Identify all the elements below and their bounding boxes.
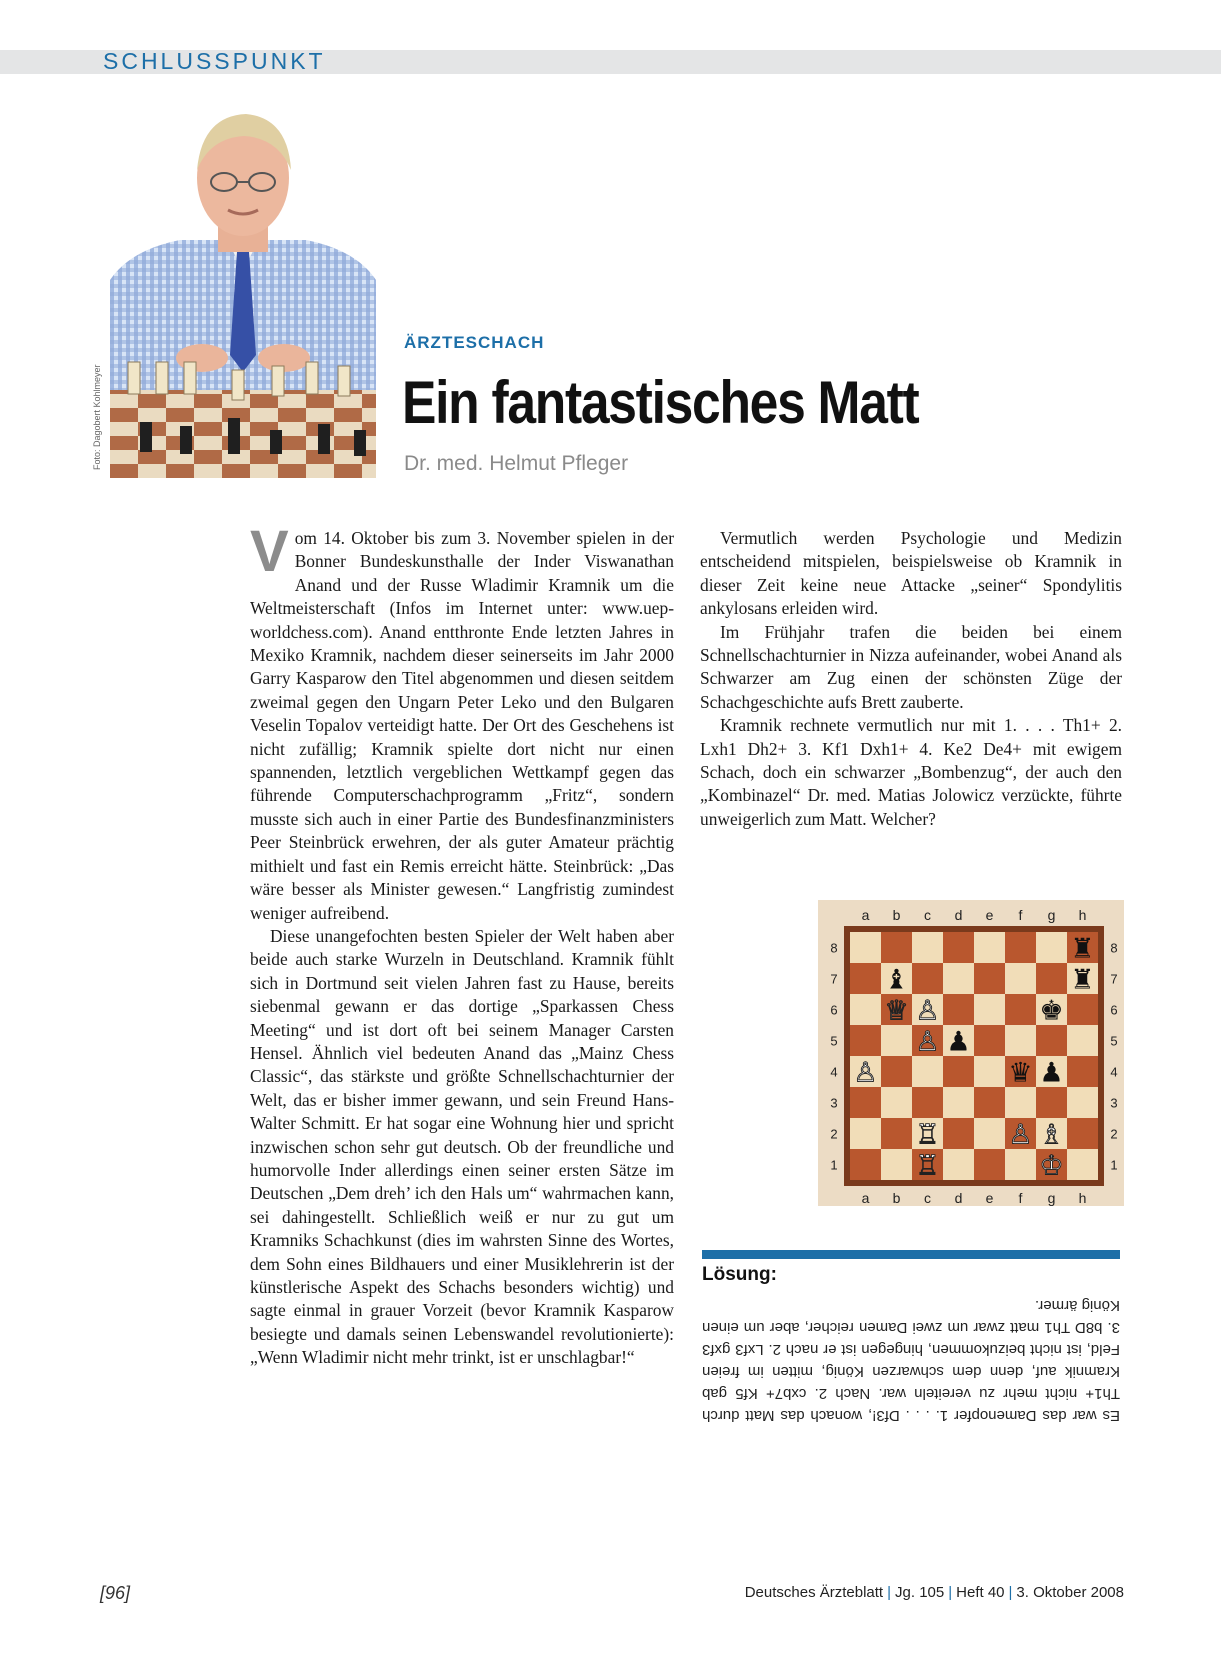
chess-piece: ♖: [915, 1119, 940, 1151]
board-square: [1036, 1087, 1067, 1118]
board-square: [1005, 994, 1036, 1025]
chess-piece: ♛: [1008, 1057, 1033, 1089]
author-photo-illustration: [110, 100, 376, 478]
rank-label: 3: [830, 1095, 838, 1111]
rank-label: 8: [1110, 940, 1118, 956]
board-square: [1005, 1025, 1036, 1056]
solution-label: Lösung:: [702, 1264, 777, 1285]
chess-piece: ♕: [884, 995, 909, 1027]
board-square: [912, 1056, 943, 1087]
board-square: [974, 1087, 1005, 1118]
chess-board: [818, 900, 1124, 1206]
author-photo: [110, 100, 376, 478]
board-square: [881, 1025, 912, 1056]
board-square: [850, 1149, 881, 1180]
journal-volume: Jg. 105: [895, 1584, 945, 1601]
board-square: [1067, 1087, 1098, 1118]
board-square: [912, 1087, 943, 1118]
file-label: h: [1078, 907, 1087, 923]
chess-diagram: [818, 900, 1124, 1206]
chess-piece: ♟: [946, 1026, 971, 1058]
file-label: f: [1018, 907, 1023, 923]
file-label: e: [985, 907, 994, 923]
board-square: [1005, 932, 1036, 963]
article-paragraph: Diese unangefochten besten Spieler der Welt haben aber beide auch starke Wurzeln in Deutschland. Kramnik fühlt sich in Dortmund seit vielen Jahren fast zu Hause, bereits siebenmal gewann er das dortige „Sparkassen Chess Meeting“ und ist dort oft bei seinem Manager Carsten Hensel. Ähnlich viel bedeuten Anand das „Mainz Chess Classic“, das stärkste und größte Schnellschachturnier der Welt, das er bisher immer gewann, und sein Freund Hans-Walter Schmitt. Er hat sogar eine Wohnung hier und spricht inzwischen schon sehr gut deutsch. Ob der freundliche und humorvolle Inder allerdings einen seiner ersten Sätze im Deutschen „Dem dreh’ ich den Hals um“ wahrmachen kann, sei dahingestellt. Schließlich weiß er nur zu gut um Kramniks Schachkunst (dies im wahrsten Sinne des Wortes, dem Sohn eines Bildhauers und einer Musiklehrerin ist der künstlerische Aspekt des Schachs besonders wichtig) und sagte einmal in grauer Vorzeit (bevor Kramnik Kasparow besiegte und damals seinen Lebenswandel revolutionierte): „Wenn Wladimir nicht mehr trinkt, ist er unschlagbar!“: [250, 925, 674, 1368]
board-square: [943, 1118, 974, 1149]
rank-label: 2: [830, 1126, 838, 1142]
board-square: [1036, 932, 1067, 963]
board-square: [850, 994, 881, 1025]
rank-label: 6: [1110, 1002, 1118, 1018]
footer-separator: |: [887, 1584, 892, 1601]
chess-piece: ♙: [915, 1026, 940, 1058]
board-square: [974, 932, 1005, 963]
rank-label: 2: [1110, 1126, 1118, 1142]
file-label: c: [924, 1190, 931, 1206]
board-square: [974, 1025, 1005, 1056]
article-paragraph: Kramnik rechnete vermutlich nur mit 1. . . . Th1+ 2. Lxh1 Dh2+ 3. Kf1 Dxh1+ 4. Ke2 De4+ mit ewigem Schach, doch ein schwarzer „Bombenzug“, der auch den „Kombinazel“ Dr. med. Matias Jolowicz verzückte, führte unweigerlich zum Matt. Welcher?: [700, 715, 1122, 829]
article-paragraph: [250, 519, 674, 925]
board-square: [1036, 963, 1067, 994]
board-square: [1005, 1149, 1036, 1180]
rank-label: 4: [1110, 1064, 1118, 1080]
board-square: [1005, 1087, 1036, 1118]
rank-label: 5: [830, 1033, 838, 1049]
footer-separator: |: [948, 1584, 953, 1601]
chess-piece: ♜: [1070, 933, 1095, 965]
journal-name: Deutsches Ärzteblatt: [744, 1584, 884, 1601]
chess-piece: ♚: [1039, 995, 1064, 1027]
file-label: h: [1078, 1190, 1087, 1206]
rank-label: 5: [1110, 1033, 1118, 1049]
board-square: [881, 1149, 912, 1180]
board-square: [850, 1118, 881, 1149]
board-square: [881, 1056, 912, 1087]
board-square: [1067, 1149, 1098, 1180]
solution-text-upside-down: Es war das Damenopfer 1. . . . Df3!, wonach das Matt durch Th1+ nicht mehr zu vereiteln war. Nach 2. cxb7+ Kf5 gab Kramnik auf, denn dem schwarzen König, mitten im freien Feld, ist nicht beizukommen, hingegen ist er nach 2. Lxf3 gxf3 3. b8D Th1 matt zwar um zwei Damen reicher, aber um einen König ärmer.: [702, 1297, 1120, 1424]
chess-piece: ♗: [1039, 1119, 1064, 1151]
board-square: [974, 1149, 1005, 1180]
chess-piece: ♟: [1039, 1057, 1064, 1089]
board-square: [850, 963, 881, 994]
chess-piece: ♔: [1039, 1150, 1064, 1182]
solution-bar: [702, 1250, 1120, 1259]
photo-credit: Foto: Dagobert Kohlmeyer: [92, 364, 102, 470]
article-title: Ein fantastisches Matt: [402, 369, 919, 436]
board-square: [1067, 1056, 1098, 1087]
board-square: [974, 994, 1005, 1025]
board-square: [1067, 1118, 1098, 1149]
article-author: Dr. med. Helmut Pfleger: [404, 452, 629, 475]
page-number: [96]: [100, 1583, 131, 1603]
rank-label: 1: [830, 1157, 838, 1173]
board-square: [974, 963, 1005, 994]
article-paragraph: Vermutlich werden Psychologie und Medizin entscheidend mitspielen, beispielsweise ob Kramnik in dieser Zeit keine neue Attacke „seiner“ Spondylitis ankylosans erleiden wird.: [700, 528, 1122, 619]
board-square: [943, 1149, 974, 1180]
drop-cap: V: [250, 519, 289, 584]
board-square: [912, 932, 943, 963]
footer-separator: |: [1008, 1584, 1013, 1601]
board-square: [1067, 994, 1098, 1025]
board-square: [943, 994, 974, 1025]
board-square: [850, 1087, 881, 1118]
board-square: [850, 1025, 881, 1056]
board-square: [974, 1118, 1005, 1149]
board-square: [1005, 963, 1036, 994]
file-label: a: [861, 1190, 870, 1206]
file-label: a: [861, 907, 870, 923]
journal-issue: Heft 40: [956, 1584, 1005, 1601]
article-kicker: ÄRZTESCHACH: [404, 333, 545, 352]
article-column-left: [250, 519, 674, 1370]
journal-date: 3. Oktober 2008: [1016, 1584, 1124, 1601]
file-label: g: [1047, 1190, 1056, 1206]
article-column-right: [700, 527, 1122, 831]
rank-label: 6: [830, 1002, 838, 1018]
rank-label: 8: [830, 940, 838, 956]
rank-label: 4: [830, 1064, 838, 1080]
file-label: d: [954, 1190, 963, 1206]
board-square: [850, 932, 881, 963]
rank-label: 7: [830, 971, 838, 987]
file-label: b: [892, 907, 901, 923]
board-square: [881, 1118, 912, 1149]
article-paragraph: Im Frühjahr trafen die beiden bei einem Schnellschachturnier in Nizza aufeinander, wobei Anand als Schwarzer am Zug einen der schönsten Züge der Schachgeschichte aufs Brett zauberte.: [700, 621, 1122, 712]
chess-piece: ♙: [853, 1057, 878, 1089]
board-square: [943, 1087, 974, 1118]
board-square: [1067, 1025, 1098, 1056]
board-square: [974, 1056, 1005, 1087]
chess-piece: ♜: [1070, 964, 1095, 996]
board-square: [943, 932, 974, 963]
file-label: d: [954, 907, 963, 923]
chess-piece: ♝: [884, 964, 909, 996]
rank-label: 1: [1110, 1157, 1118, 1173]
file-label: f: [1018, 1190, 1023, 1206]
file-label: b: [892, 1190, 901, 1206]
file-label: e: [985, 1190, 994, 1206]
section-label: SCHLUSSPUNKT: [103, 48, 326, 74]
board-square: [943, 1056, 974, 1087]
chess-piece: ♙: [915, 995, 940, 1027]
board-square: [943, 963, 974, 994]
board-square: [881, 932, 912, 963]
rank-label: 7: [1110, 971, 1118, 987]
file-label: c: [924, 907, 931, 923]
chess-piece: ♖: [915, 1150, 940, 1182]
board-square: [912, 963, 943, 994]
rank-label: 3: [1110, 1095, 1118, 1111]
paragraph-text: om 14. Oktober bis zum 3. November spielen in der Bonner Bundeskunsthalle der Inder Viswanathan Anand und der Russe Wladimir Kramnik um die Weltmeisterschaft (Infos im Internet unter: www.uep-worldchess.com). Anand entthronte Ende letzten Jahres in Mexiko Kramnik, nachdem dieser seinerseits im Jahr 2000 Garry Kasparow den Titel abgenommen und diesen seitdem zweimal gegen den Ungarn Peter Leko und den Bulgaren Veselin Topalov verteidigt hatte. Der Ort des Geschehens ist nicht zufällig; Kramnik spielte dort nicht nur einen spannenden, letztlich vergeblichen Wettkampf gegen das führende Computerschachprogramm „Fritz“, sondern musste sich auch in einer Partie des Bundesfinanzministers Peer Steinbrück erwehren, der als guter Amateur prächtig mithielt und fast ein Remis erreicht hätte. Steinbrück: „Das wäre besser als Minister gewesen.“ Langfristig zumindest weniger aufreibend.: [250, 528, 674, 923]
chess-piece: ♙: [1008, 1119, 1033, 1151]
board-square: [1036, 1025, 1067, 1056]
file-label: g: [1047, 907, 1056, 923]
board-square: [881, 1087, 912, 1118]
journal-footer: [745, 1584, 1124, 1601]
